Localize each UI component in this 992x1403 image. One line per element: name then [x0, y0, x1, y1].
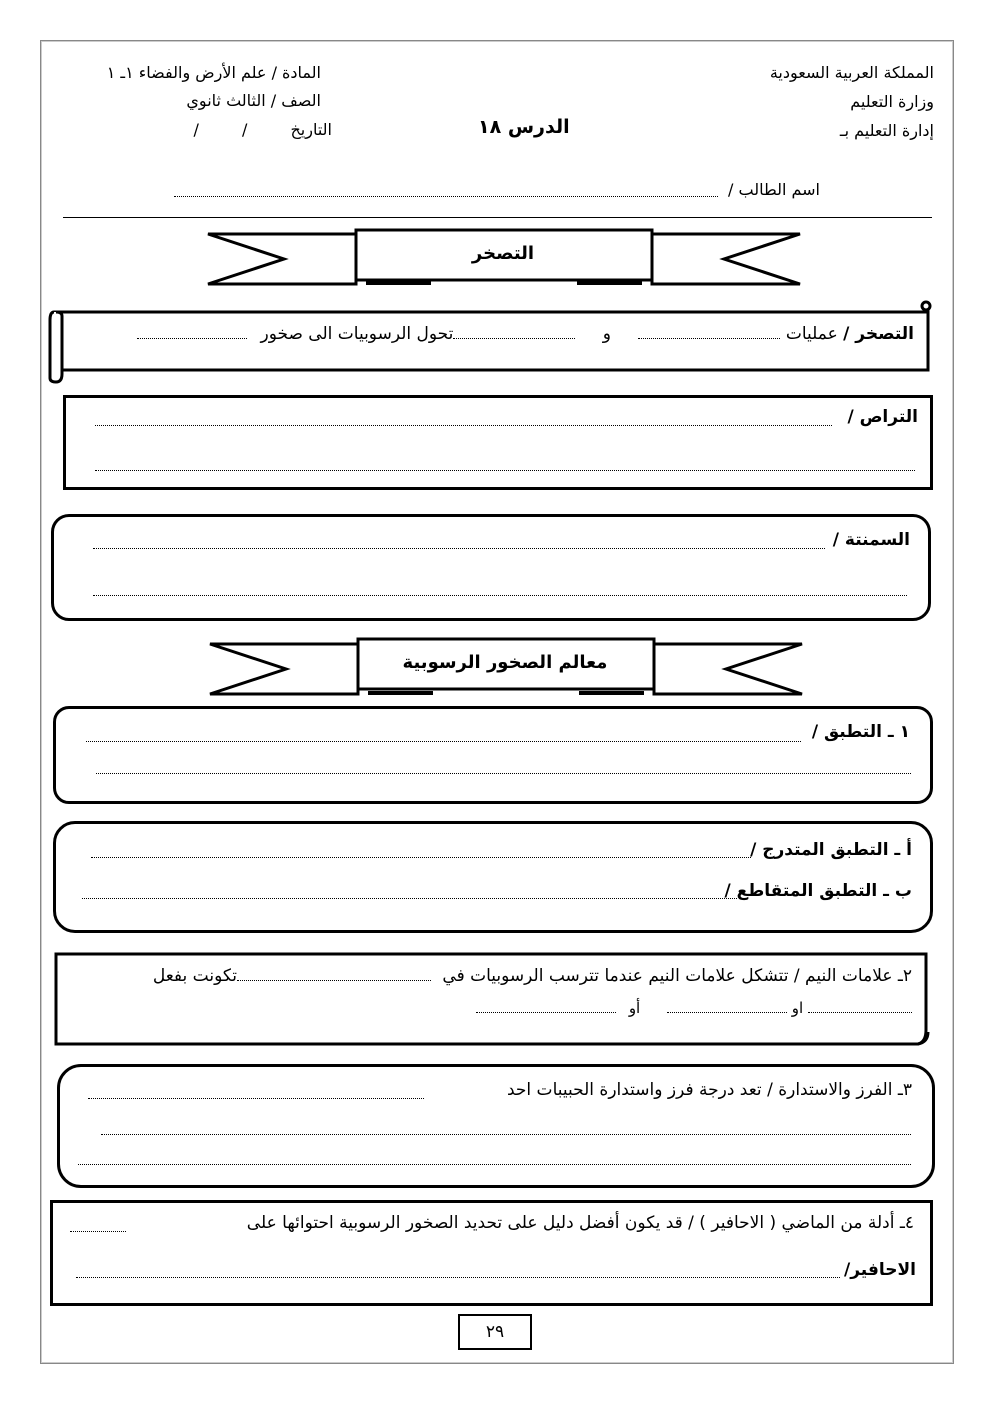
- compaction-label: التراص /: [847, 407, 918, 427]
- header-divider: [63, 217, 932, 218]
- cementation-box: [51, 514, 931, 621]
- sorting-row: [507, 1080, 912, 1100]
- cementation-line-2[interactable]: [93, 595, 907, 596]
- ripple-blank-2[interactable]: [808, 1012, 912, 1013]
- country-label: المملكة العربية السعودية: [769, 63, 934, 82]
- definition-row: [137, 324, 914, 344]
- ripple-blank-4[interactable]: [476, 1012, 616, 1013]
- definition-label: التصخر /: [843, 324, 914, 344]
- definition-blank-3[interactable]: [137, 338, 247, 339]
- fossils-label: الاحافير/: [844, 1260, 916, 1280]
- ripple-or-1: او: [791, 999, 804, 1017]
- compaction-line-1[interactable]: [95, 425, 832, 426]
- ripple-blank-3[interactable]: [667, 1012, 787, 1013]
- cross-bedding-label: ب ـ التطبق المتقاطع /: [724, 881, 912, 901]
- ripple-text: ٢ـ علامات النيم / تتشكل علامات النيم عندما تترسب الرسوبيات في: [442, 966, 912, 986]
- sorting-text: ٣ـ الفرز والاستدارة / تعد درجة فرز واستدارة الحبيبات احد: [507, 1080, 912, 1100]
- student-name-label: اسم الطالب /: [728, 180, 820, 199]
- fossils-line[interactable]: [76, 1277, 840, 1278]
- grade-label: الصف / الثالث ثانوي: [186, 91, 321, 110]
- student-name-field[interactable]: [174, 196, 718, 197]
- definition-text-a: عمليات: [785, 324, 838, 344]
- section2-title: معالم الصخور الرسوبية: [402, 652, 608, 673]
- graded-bedding-line[interactable]: [91, 857, 751, 858]
- definition-text-b: تحول الرسوبيات الى صخور: [260, 324, 454, 344]
- bedding-label: ١ ـ التطبق /: [811, 722, 910, 742]
- ripple-tail: تكونت بفعل: [152, 966, 237, 986]
- definition-blank-2[interactable]: [453, 338, 575, 339]
- sorting-line-2[interactable]: [101, 1134, 911, 1135]
- ministry-label: وزارة التعليم: [850, 92, 934, 111]
- lesson-title: الدرس ١٨: [478, 116, 570, 138]
- ripple-blank-1[interactable]: [237, 980, 431, 981]
- bedding-line-2[interactable]: [96, 773, 911, 774]
- sorting-line-3[interactable]: [78, 1164, 911, 1165]
- compaction-line-2[interactable]: [95, 470, 915, 471]
- ripple-row-2: [476, 999, 912, 1017]
- bedding-line-1[interactable]: [86, 741, 801, 742]
- compaction-box: [63, 395, 933, 490]
- page-number: ٢٩: [458, 1314, 532, 1350]
- date-label: التاريخ / /: [193, 120, 332, 139]
- directorate-label: إدارة التعليم بـ: [839, 121, 934, 140]
- graded-bedding-label: أ ـ التطبق المتدرج /: [750, 840, 912, 860]
- definition-blank-1[interactable]: [638, 338, 780, 339]
- cross-bedding-line[interactable]: [82, 898, 737, 899]
- ripple-row-1: [153, 966, 912, 986]
- fossils-text: ٤ـ أدلة من الماضي ( الاحافير ) / قد يكون أفضل دليل على تحديد الصخور الرسوبية احتوائها على: [246, 1213, 914, 1233]
- fossils-row: [247, 1213, 914, 1233]
- bedding-types-box: [53, 821, 933, 933]
- ripple-or-2: أو: [628, 999, 641, 1017]
- bedding-box: [53, 706, 933, 804]
- cementation-line-1[interactable]: [93, 548, 825, 549]
- definition-and: و: [602, 324, 611, 344]
- sorting-line-1[interactable]: [88, 1098, 424, 1099]
- fossils-blank[interactable]: [70, 1231, 126, 1232]
- cementation-label: السمنتة /: [832, 530, 910, 550]
- section1-title: التصخر: [471, 243, 535, 264]
- subject-label: المادة / علم الأرض والفضاء ١ـ ١: [106, 63, 321, 82]
